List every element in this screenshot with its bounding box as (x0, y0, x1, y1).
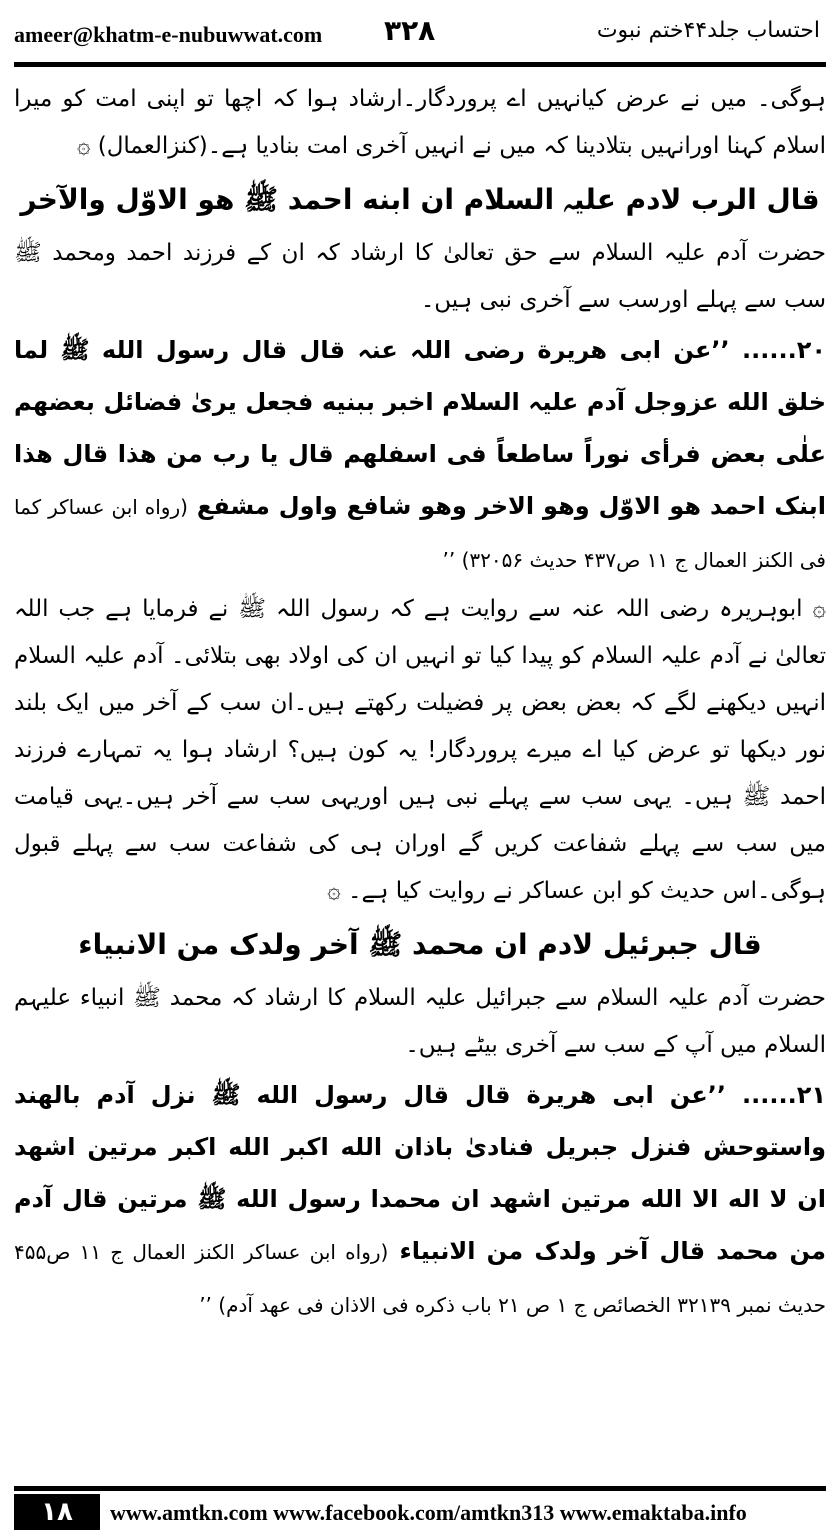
footer-rule (14, 1486, 826, 1491)
header-email: ameer@khatm-e-nubuwwat.com (14, 22, 323, 47)
hadith-21-arabic (14, 1069, 826, 1331)
hadith-20-translation: ۞ ابوہریرہ رضی اللہ عنہ سے روایت ہے کہ رسول اللہ ﷺ نے فرمایا ہے جب اللہ تعالیٰ نے آدم علیہ السلام کو پیدا کیا تو انہیں ان کی اولاد بھی بتلائی۔ آدم علیہ السلام انہیں دیکھنے لگے کہ بعض بعض پر فضیلت رکھتے ہیں۔ان سب کے آخر میں ایک بلند نور دیکھا تو عرض کیا اے میرے پروردگار! یہ کون ہیں؟ ارشاد ہوا یہ تمہارے فرزند احمد ﷺ ہیں۔ یہی سب سے پہلے نبی ہیں اوریہی سب سے آخر ہیں۔یہی قیامت میں سب سے پہلے شفاعت کریں گے اوران ہی کی شفاعت سب سے پہلے قبول ہوگی۔اس حدیث کو ابن عساکر نے روایت کیا ہے۔ ۞ (14, 596, 826, 904)
page-footer (14, 1486, 826, 1530)
hadith-20-text: ’’عن ابی هريرة رضی اللہ عنہ قال قال رسول الله ﷺ لما خلق الله عزوجل آدم علیہ السلام اخبر ببنيه فجعل يرىٰ فضائل بعضهم علٰى بعض فرأى نوراً ساطعاً فى اسفلهم قال يا رب من هذا قال هذا ابنک احمد هو الاوّل وهو الاخر وهو شافع واول مشفع (14, 336, 826, 520)
paragraph-heading-translation-2: حضرت آدم علیہ السلام سے جبرائیل علیہ السلام کا ارشاد کہ محمد ﷺ انبیاء علیہم السلام میں آپ کے سب سے آخری بیٹے ہیں۔ (14, 985, 826, 1058)
section-heading-2: قال جبرئيل لادم ان محمد ﷺ آخر ولدک من الانبياء (78, 928, 762, 961)
paragraph-heading-translation-1: حضرت آدم علیہ السلام سے حق تعالیٰ کا ارشاد کہ ان کے فرزند احمد ومحمد ﷺ سب سے پہلے اورسب سے آخری نبی ہیں۔ (14, 240, 826, 313)
section-heading-1: قال الرب لادم علیہ السلام ان ابنه احمد ﷺ هو الاوّل والآخر (20, 183, 820, 216)
hadith-number-20: ۲۰...... (742, 336, 826, 364)
header-rule (14, 62, 826, 67)
page-header (14, 8, 826, 56)
paragraph-continuation: ہوگی۔ میں نے عرض کیانہیں اے پروردگار۔ارشاد ہوا کہ اچھا تو اپنی امت کو میرا اسلام کہنا اورانہیں بتلادینا کہ میں نے انہیں آخری امت بنادیا ہے۔(کنزالعمال) ۞ (14, 86, 826, 159)
hadith-21-reference: (رواه ابن عساكر الكنز العمال ج ۱۱ ص۴۵۵ حديث نمبر ۳۲۱۳۹ الخصائص ج ۱ ص ۲۱ باب ذكره فى الاذان فى عهد آدم) ’’ (14, 1240, 826, 1317)
page-content (14, 76, 826, 1456)
hadith-21-text: ’’عن ابی هريرة قال قال رسول الله ﷺ نزل آدم بالهند واستوحش فنزل جبريل فنادىٰ باذان الله اكبر الله اكبر مرتين اشهد ان لا اله الا الله مرتين اشهد ان محمدا رسول الله ﷺ مرتين قال آدم من محمد قال آخر ولدک من الانبياء (14, 1081, 826, 1265)
hadith-20-reference: (رواه ابن عساكر كما فى الكنز العمال ج ۱۱ ص۴۳۷ حديث ۳۲۰۵۶) ’’ (14, 495, 826, 572)
footer-page-number: ۱۸ (14, 1494, 100, 1530)
hadith-number-21: ۲۱...... (742, 1081, 826, 1109)
header-page-number: ۳۲۸ (384, 14, 436, 47)
footer-websites: www.amtkn.com www.facebook.com/amtkn313 www.emaktaba.info (110, 1500, 747, 1525)
header-book-title: احتساب جلد۴۴ختم نبوت (596, 18, 820, 43)
hadith-20-arabic (14, 324, 826, 586)
